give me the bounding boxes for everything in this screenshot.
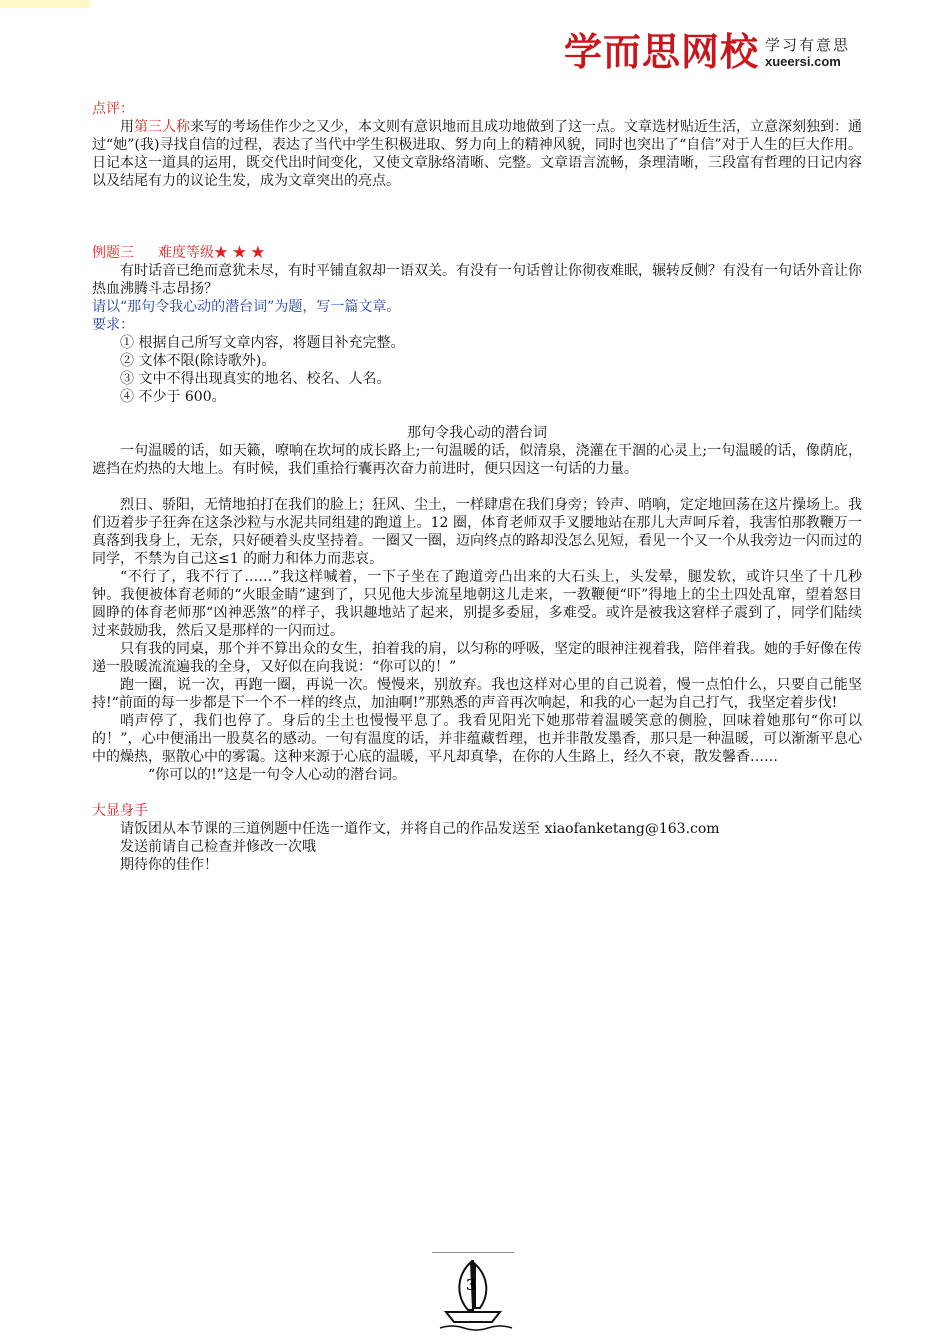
example-label: 例题三	[92, 245, 134, 261]
review-prefix: 用	[120, 119, 134, 135]
page-footer	[432, 1252, 514, 1332]
requirement-item: ④ 不少于 600。	[120, 389, 226, 405]
essay-title: 那句令我心动的潜台词	[407, 425, 547, 441]
essay-paragraph: “不行了，我不行了……”我这样喊着，一下子坐在了跑道旁凸出来的大石头上，头发晕，腿发软，或许只坐了十几秒钟。我便被体育老师的“火眼金睛”逮到了，只见他大步流星地朝这儿走来，一教鞭便“吓”得地上的尘土四处乱窜，望着怒目圆睁的体育老师那“凶神恶煞”的样子，我识趣地站了起来，别提多委屈，多难受。或许是被我这窘样子震到了，同学们陆续过来鼓励我，然后又是那样的一闪而过。	[92, 569, 862, 639]
essay-closing: “你可以的!”这是一句令人心动的潜台词。	[148, 767, 406, 783]
essay-paragraph: 跑一圈，说一次，再跑一圈，再说一次。慢慢来，别放弃。我也这样对心里的自己说着，慢一点怕什么，只要自己能坚持!“前面的每一步都是下一个不一样的终点，加油啊!”那熟悉的声音再次响起，和我的心一起为自己打气，我坚定着步伐!	[92, 677, 862, 711]
xueersi-logo	[564, 30, 850, 74]
essay-paragraph: 哨声停了，我们也停了。身后的尘土也慢慢平息了。我看见阳光下她那带着温暖笑意的侧脸，回味着她那句“你可以的！”，心中便涌出一股莫名的感动。一句有温度的话，并非蕴藏哲理，也并非散发墨香，那只是一种温暖，可以渐渐平息心中的燥热，驱散心中的雾霭。这种来源于心底的温暖，平凡却真挚，在你的人生路上，经久不衰，散发馨香……	[92, 713, 862, 765]
review-label: 点评：	[92, 101, 134, 117]
review-highlight: 第三人称	[134, 119, 190, 135]
showcase-line: 期待你的佳作！	[120, 857, 218, 873]
review-paragraph	[92, 118, 862, 190]
corner-mark	[0, 0, 90, 8]
requirements-label: 要求：	[92, 317, 134, 333]
logo-slogan: 学习有意思	[764, 36, 850, 54]
essay-paragraph: 烈日、骄阳，无情地拍打在我们的脸上；狂风、尘土，一样肆虐在我们身旁；铃声、哨响，定定地回荡在这片操场上。我们迈着步子狂奔在这条沙粒与水泥共同组建的跑道上。12 圈，体育老师双手叉腰地站在那儿大声呵斥着，我害怕那教鞭万一真落到我身上，无奈，只好硬着头皮坚持着。一圈又一圈，迈向终点的路却没怎么见短，看见一个又一个从我旁边一闪而过的同学，不禁为自己这≤1 的耐力和体力而悲哀。	[92, 497, 862, 567]
showcase-label: 大显身手	[92, 803, 148, 819]
essay-paragraph: 一句温暖的话，如天籁，嘹响在坎坷的成长路上;一句温暖的话，似清泉，浇灌在干涸的心灵上;一句温暖的话，像荫庇，遮挡在灼热的大地上。有时候，我们重拾行囊再次奋力前进时，便只因这一句话的力量。	[92, 443, 862, 477]
requirement-item: ③ 文中不得出现真实的地名、校名、人名。	[120, 371, 391, 387]
logo-side	[765, 30, 850, 70]
example-prompt: 请以“那句令我心动的潜台词”为题，写一篇文章。	[92, 299, 401, 315]
showcase-line: 发送前请自己检查并修改一次哦	[120, 839, 316, 855]
example-intro: 有时话音已绝而意犹未尽，有时平铺直叙却一语双关。有没有一句话曾让你彻夜难眠，辗转反侧？有没有一句话外音让你热血沸腾斗志昂扬？	[92, 263, 862, 297]
difficulty-rating: 难度等级★ ★ ★	[158, 245, 265, 261]
document-body	[92, 100, 862, 874]
logo-url: xueersi.com	[764, 54, 841, 69]
showcase-line: 请饭团从本节课的三道例题中任选一道作文，并将自己的作品发送至 xiaofanketang@163.com	[120, 821, 720, 837]
essay-paragraph: 只有我的同桌，那个并不算出众的女生，拍着我的肩，以匀称的呼吸，坚定的眼神注视着我，陪伴着我。她的手好像在传递一股暖流流遍我的全身，又好似在向我说：“你可以的！”	[92, 641, 862, 675]
page-number: 3	[466, 1276, 477, 1294]
requirement-item: ② 文体不限(除诗歌外)。	[120, 353, 276, 369]
review-text: 来写的考场佳作少之又少，本文则有意识地而且成功地做到了这一点。文章选材贴近生活，立意深刻独到：通过“她”(我)寻找自信的过程，表达了当代中学生积极进取、努力向上的精神风貌，同时也突出了“自信”对于人生的巨大作用。日记本这一道具的运用，既交代出时间变化，又使文章脉络清晰、完整。文章语言流畅，条理清晰，三段富有哲理的日记内容以及结尾有力的议论生发，成为文章突出的亮点。	[92, 119, 862, 189]
logo-text: 学而思网校	[563, 30, 759, 74]
requirement-item: ① 根据自己所写文章内容，将题目补充完整。	[120, 335, 405, 351]
example-heading	[92, 244, 862, 262]
